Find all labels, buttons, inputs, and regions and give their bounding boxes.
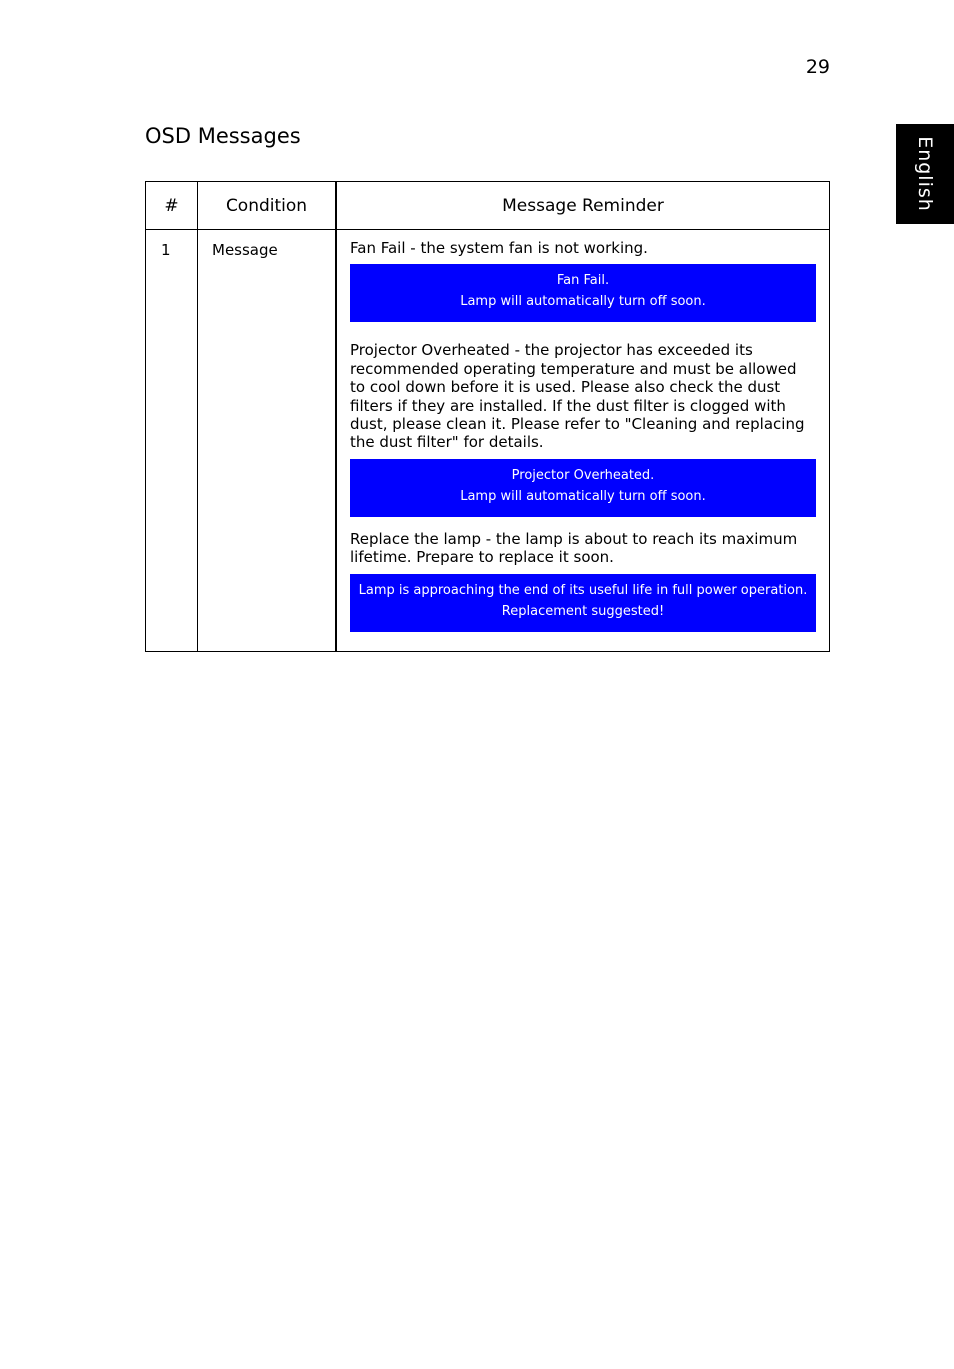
osd-line: Projector Overheated.	[511, 467, 655, 483]
osd-messages-table	[145, 181, 830, 652]
osd-line: Lamp will automatically turn off soon.	[460, 294, 706, 310]
osd-line: Replacement suggested!	[501, 603, 665, 619]
overheat-osd-message	[350, 459, 816, 517]
header-number: #	[146, 182, 198, 230]
row-condition: Message	[212, 241, 278, 259]
osd-line: Lamp will automatically turn off soon.	[460, 488, 706, 504]
row-number-cell	[146, 230, 198, 652]
header-condition: Condition	[198, 182, 337, 230]
table-header-row	[146, 182, 830, 230]
table-row	[146, 230, 830, 652]
language-tab	[896, 124, 954, 224]
fan-fail-osd-message	[350, 264, 816, 322]
page-number: 29	[805, 56, 830, 78]
osd-line: Lamp is approaching the end of its useful life in full power operation.	[358, 582, 808, 598]
language-tab-label: English	[914, 136, 936, 212]
lamp-replace-description: Replace the lamp - the lamp is about to reach its maximum lifetime. Prepare to replace it soon.	[350, 529, 798, 567]
osd-line: Fan Fail.	[556, 273, 610, 289]
row-message-cell	[336, 230, 830, 652]
row-condition-cell	[198, 230, 337, 652]
section-title: OSD Messages	[145, 124, 301, 148]
header-message-reminder: Message Reminder	[336, 182, 830, 230]
lamp-replace-osd-message	[350, 574, 816, 632]
fan-fail-description: Fan Fail - the system fan is not working.	[350, 239, 648, 257]
overheat-description: Projector Overheated - the projector has exceeded its recommended operating temperature and must be allowed to cool down before it is used. Please also check the dust filters if they are installed. If the dust filter is clogged with dust, please clean it. Please refer to "Cleaning and replacing the dust filter" for details.	[350, 341, 805, 452]
row-number: 1	[161, 241, 171, 259]
